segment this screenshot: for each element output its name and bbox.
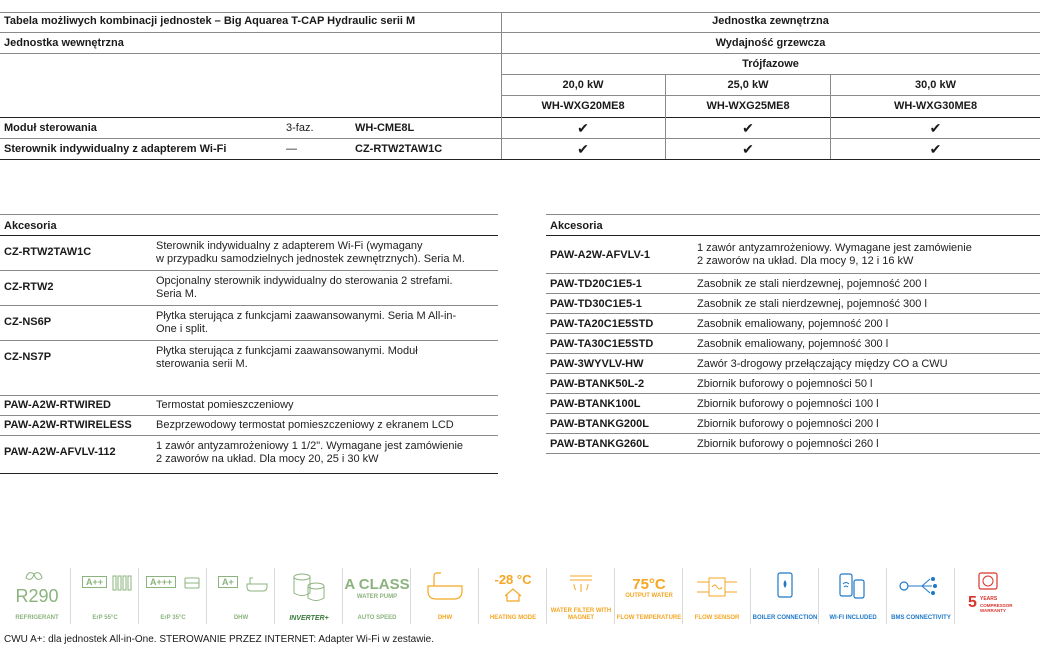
water-filter-icon: [568, 572, 594, 598]
icon-label: ErP 55°C: [92, 615, 118, 621]
house-icon: [504, 588, 522, 602]
table-top-border: [0, 12, 1040, 13]
acc-bottom-border: [0, 473, 498, 474]
acc-border: [0, 214, 498, 215]
list-item: [546, 414, 1040, 433]
accessory-code: PAW-A2W-AFVLV-1: [550, 249, 650, 261]
icon-label: DHW: [233, 615, 249, 621]
a-class-feature: [344, 568, 411, 624]
list-item: [546, 274, 1040, 293]
flow-sensor-feature: [684, 568, 751, 624]
list-item: [546, 434, 1040, 453]
accessory-desc: Zawór 3-drogowy przełączający między CO a CWU: [697, 358, 948, 370]
icon-label: INVERTER+: [289, 615, 329, 622]
warranty-icon: [978, 572, 998, 590]
accessory-desc: 1 zawór antyzamrożeniowy. Wymagane jest zamówienie 2 zaworów na układ. Dla mocy 9, 12 i 16 kW: [697, 242, 972, 267]
accessory-desc: 1 zawór antyzamrożeniowy 1 1/2". Wymagane jest zamówienie 2 zaworów na układ. Dla mocy 20, 25 i 30 kW: [156, 440, 464, 465]
flow-temp-text: 75°C: [632, 576, 666, 593]
energy-class-badge: A+: [218, 576, 238, 588]
check-icon: ✔: [577, 141, 589, 157]
accessory-desc: Zbiornik buforowy o pojemności 50 l: [697, 378, 873, 390]
boiler-feature: [752, 568, 819, 624]
table-divider: [0, 138, 1040, 139]
warranty-sub: YEARS: [980, 596, 998, 602]
energy-class-badge: A++: [82, 576, 107, 588]
accessory-code: PAW-BTANKG260L: [550, 438, 649, 450]
table-divider: [501, 95, 1040, 96]
row-name: Moduł sterowania: [4, 122, 97, 134]
boiler-icon: [777, 572, 793, 598]
list-item: [546, 374, 1040, 393]
row-phase: 3-faz.: [286, 122, 314, 134]
dhw-class-feature: [208, 568, 275, 624]
icon-label: FLOW SENSOR: [694, 615, 740, 621]
leaf-icon: [4, 568, 70, 608]
accessory-code: PAW-A2W-RTWIRELESS: [4, 419, 132, 431]
a-class-sub: WATER PUMP: [356, 594, 398, 600]
dhw-feature: [412, 568, 479, 624]
accessory-desc: Zasobnik ze stali nierdzewnej, pojemność 200 l: [697, 278, 927, 290]
acc-border: [546, 214, 1040, 215]
table-vline: [665, 74, 666, 159]
icon-label: ErP 35°C: [160, 615, 186, 621]
list-item: [0, 306, 498, 338]
icon-label: DHW: [437, 615, 453, 621]
erp35-feature: [140, 568, 207, 624]
accessory-desc: Zasobnik emaliowany, pojemność 300 l: [697, 338, 889, 350]
accessory-desc: Opcjonalny sterownik indywidualny do sterowania 2 strefami. Seria M.: [156, 275, 453, 300]
model-25: WH-WXG25ME8: [706, 100, 790, 112]
list-item: [0, 436, 498, 468]
warranty-label: COMPRESSOR WARRANTY: [980, 603, 1013, 613]
icon-label: FLOW TEMPERATURE: [616, 615, 682, 621]
icon-label: REFRIGERANT: [15, 615, 59, 621]
table-title: Tabela możliwych kombinacji jednostek – Big Aquarea T-CAP Hydraulic serii M: [4, 15, 416, 27]
flow-temp-feature: [616, 568, 683, 624]
a-class-text: A CLASS: [344, 576, 410, 593]
check-icon: ✔: [742, 120, 754, 136]
table-divider: [0, 117, 1040, 118]
capacity-20: 20,0 kW: [562, 79, 604, 91]
icon-label: AUTO SPEED: [357, 615, 397, 621]
table-divider: [0, 53, 1040, 54]
accessory-desc: Zasobnik emaliowany, pojemność 200 l: [697, 318, 889, 330]
table-vline: [501, 12, 502, 159]
accessory-desc: Zbiornik buforowy o pojemności 100 l: [697, 398, 879, 410]
table-divider: [0, 32, 1040, 33]
table-bottom-border: [0, 159, 1040, 160]
list-item: [0, 341, 498, 373]
wifi-icon: [838, 572, 868, 600]
accessory-code: PAW-A2W-RTWIRED: [4, 399, 111, 411]
accessory-code: PAW-A2W-AFVLV-112: [4, 446, 116, 458]
icon-label: BMS CONNECTIVITY: [891, 615, 951, 621]
bms-feature: [888, 568, 955, 624]
row-phase: —: [286, 143, 297, 155]
coins-icon: [292, 572, 326, 602]
accessory-desc: Termostat pomieszczeniowy: [156, 399, 294, 411]
capacity-header: Wydajność grzewcza: [715, 37, 826, 49]
flow-temp-sub: OUTPUT WATER: [625, 593, 673, 599]
accessory-code: PAW-TD30C1E5-1: [550, 298, 642, 310]
warranty-years: 5: [968, 594, 977, 611]
accessory-code: CZ-RTW2: [4, 281, 54, 293]
list-item: [546, 394, 1040, 413]
bath-icon: [426, 572, 464, 602]
erp55-feature: [72, 568, 139, 624]
inverter-feature: [276, 568, 343, 624]
list-item: [0, 416, 498, 435]
list-item: [546, 314, 1040, 333]
energy-class-badge: A+++: [146, 576, 176, 588]
row-name: Sterownik indywidualny z adapterem Wi-Fi: [4, 143, 227, 155]
list-item: [546, 334, 1040, 353]
table-divider: [501, 74, 1040, 75]
accessory-code: CZ-RTW2TAW1C: [4, 246, 92, 258]
water-filter-feature: [548, 568, 615, 624]
list-item: [546, 294, 1040, 313]
accessory-code: PAW-3WYVLV-HW: [550, 358, 644, 370]
check-icon: ✔: [742, 141, 754, 157]
list-item: [0, 271, 498, 303]
r290-text: R290: [15, 586, 59, 606]
accessory-desc: Płytka sterująca z funkcjami zaawansowanymi. Moduł sterowania serii M.: [156, 345, 418, 370]
capacity-25: 25,0 kW: [727, 79, 769, 91]
icon-label: HEATING MODE: [489, 615, 537, 621]
phase-header: Trójfazowe: [742, 58, 799, 70]
accessory-code: PAW-BTANK100L: [550, 398, 641, 410]
row-code: CZ-RTW2TAW1C: [355, 143, 443, 155]
accessories-left: [0, 214, 498, 484]
list-item: [0, 396, 498, 415]
model-20: WH-WXG20ME8: [541, 100, 625, 112]
indoor-header: Jednostka wewnętrzna: [4, 37, 124, 49]
accessory-desc: Bezprzewodowy termostat pomieszczeniowy z ekranem LCD: [156, 419, 454, 431]
list-item: [546, 236, 1040, 271]
accessory-code: PAW-BTANKG200L: [550, 418, 649, 430]
icon-label: WATER FILTER WITH MAGNET: [550, 608, 612, 621]
floor-heating-icon: [184, 575, 200, 591]
row-code: WH-CME8L: [355, 122, 415, 134]
outdoor-header: Jednostka zewnętrzna: [712, 15, 829, 27]
accessory-code: CZ-NS7P: [4, 351, 52, 363]
flow-sensor-icon: [696, 576, 738, 598]
capacity-30: 30,0 kW: [915, 79, 956, 91]
list-item: [0, 236, 498, 268]
radiator-icon: [112, 575, 132, 591]
icon-label: BOILER CONNECTION: [752, 615, 818, 621]
model-30: WH-WXG30ME8: [893, 100, 978, 112]
accessory-desc: Sterownik indywidualny z adapterem Wi-Fi (wymagany w przypadku samodzielnych jednostek zewnętrznych). Seria M.: [156, 240, 465, 265]
accessories-title: Akcesoria: [550, 220, 603, 232]
check-icon: ✔: [929, 141, 942, 157]
check-icon: ✔: [577, 120, 589, 136]
accessories-title: Akcesoria: [4, 220, 57, 232]
heating-temp-text: -28 °C: [494, 572, 532, 587]
accessory-desc: Zasobnik ze stali nierdzewnej, pojemność 300 l: [697, 298, 927, 310]
table-vline: [830, 74, 831, 159]
wifi-feature: [820, 568, 887, 624]
check-icon: ✔: [929, 120, 942, 136]
accessories-right: [546, 214, 1040, 459]
accessory-code: PAW-TD20C1E5-1: [550, 278, 642, 290]
accessory-desc: Zbiornik buforowy o pojemności 260 l: [697, 438, 879, 450]
heating-mode-feature: [480, 568, 547, 624]
footnote: CWU A+: dla jednostek All-in-One. STEROWANIE PRZEZ INTERNET: Adapter Wi-Fi w zestawie.: [4, 634, 435, 645]
warranty-feature: [956, 568, 1020, 624]
bms-icon: [898, 574, 944, 598]
list-item: [546, 354, 1040, 373]
accessory-desc: Zbiornik buforowy o pojemności 200 l: [697, 418, 879, 430]
bathtub-icon: [246, 576, 268, 592]
accessory-code: CZ-NS6P: [4, 316, 52, 328]
icon-label: WI-FI INCLUDED: [829, 615, 877, 621]
accessory-code: PAW-TA30C1E5STD: [550, 338, 654, 350]
accessory-code: PAW-BTANK50L-2: [550, 378, 645, 390]
r290-feature: [4, 568, 71, 624]
accessory-code: PAW-TA20C1E5STD: [550, 318, 654, 330]
accessory-desc: Płytka sterująca z funkcjami zaawansowanymi. Seria M All-in- One i split.: [156, 310, 457, 335]
acc-bottom-border: [546, 453, 1040, 454]
